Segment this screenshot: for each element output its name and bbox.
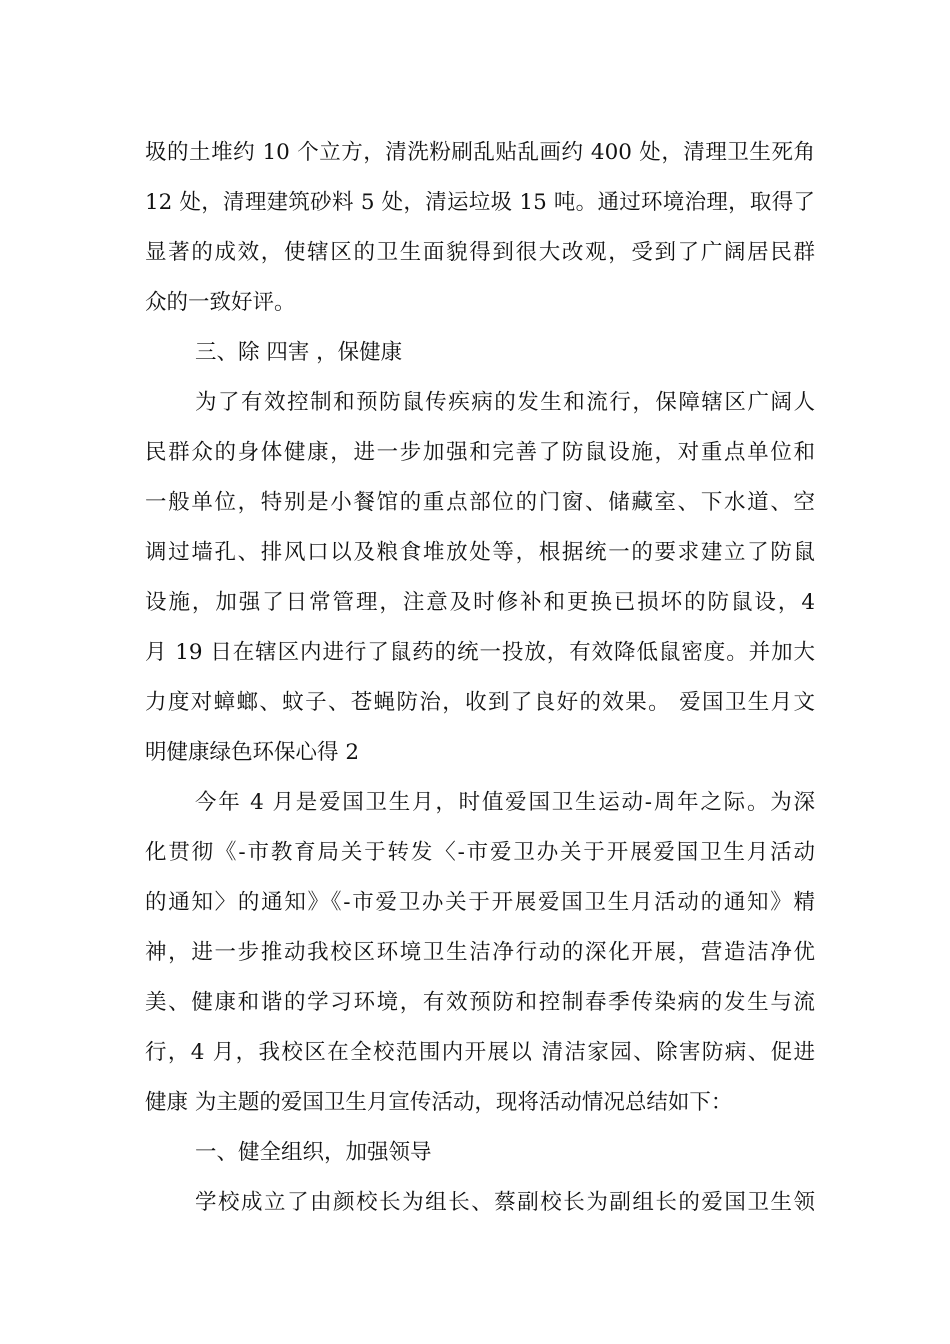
text-line: 化贯彻《-市教育局关于转发〈-市爱卫办关于开展爱国卫生月活动 <box>145 840 815 865</box>
section-heading: 三、除 四害 ，保健康 <box>195 340 403 365</box>
text-line: 显著的成效，使辖区的卫生面貌得到很大改观，受到了广阔居民群 <box>145 240 815 265</box>
text-line: 圾的土堆约 10 个立方，清洗粉刷乱贴乱画约 400 处，清理卫生死角 <box>145 140 815 165</box>
text-line: 明健康绿色环保心得 2 <box>145 740 360 765</box>
text-line: 月 19 日在辖区内进行了鼠药的统一投放，有效降低鼠密度。并加大 <box>145 640 815 665</box>
text-line: 健康 为主题的爱国卫生月宣传活动，现将活动情况总结如下： <box>145 1090 733 1115</box>
text-line: 设施，加强了日常管理，注意及时修补和更换已损坏的防鼠设，4 <box>145 590 815 615</box>
text-line: 行，4 月，我校区在全校范围内开展以 清洁家园、除害防病、促进 <box>145 1040 815 1065</box>
text-line: 力度对蟑螂、蚊子、苍蝇防治，收到了良好的效果。 爱国卫生月文 <box>145 690 815 715</box>
text-line: 一般单位，特别是小餐馆的重点部位的门窗、储藏室、下水道、空 <box>145 490 815 515</box>
text-line: 众的一致好评。 <box>145 290 296 315</box>
text-line: 学校成立了由颜校长为组长、蔡副校长为副组长的爱国卫生领 <box>195 1190 815 1215</box>
text-line: 的通知〉的通知》《-市爱卫办关于开展爱国卫生月活动的通知》精 <box>145 890 815 915</box>
text-line: 神，进一步推动我校区环境卫生洁净行动的深化开展，营造洁净优 <box>145 940 815 965</box>
text-line: 民群众的身体健康，进一步加强和完善了防鼠设施，对重点单位和 <box>145 440 815 465</box>
text-line: 12 处，清理建筑砂料 5 处，清运垃圾 15 吨。通过环境治理，取得了 <box>145 190 815 215</box>
text-line: 美、健康和谐的学习环境，有效预防和控制春季传染病的发生与流 <box>145 990 815 1015</box>
text-line: 今年 4 月是爱国卫生月，时值爱国卫生运动-周年之际。为深 <box>195 790 815 815</box>
section-heading: 一、健全组织，加强领导 <box>195 1140 432 1165</box>
text-line: 为了有效控制和预防鼠传疾病的发生和流行，保障辖区广阔人 <box>195 390 815 415</box>
text-line: 调过墙孔、排风口以及粮食堆放处等，根据统一的要求建立了防鼠 <box>145 540 815 565</box>
